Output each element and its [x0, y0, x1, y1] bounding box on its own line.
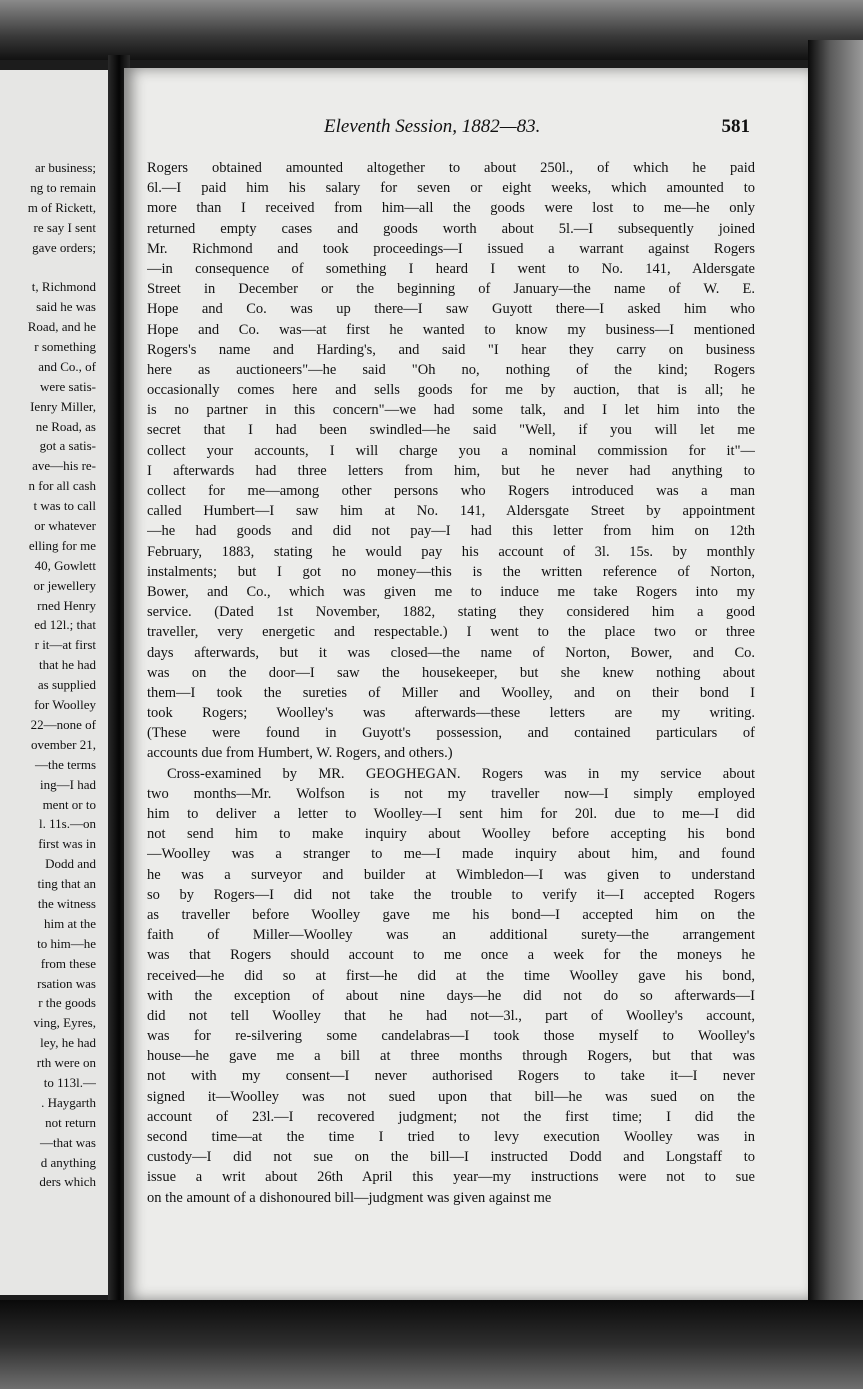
- previous-page-line: 40, Gowlett: [34, 557, 96, 573]
- text-line: not send him to make inquiry about Woolley before accepting his bond: [147, 826, 755, 843]
- microfilm-bottom-border: [0, 1300, 863, 1389]
- previous-page-line: ar business;: [34, 160, 96, 175]
- text-line: was on the door—I saw the housekeeper, but she knew nothing about: [147, 664, 755, 681]
- text-line: was for re-silvering some candelabras—I took those myself to Woolley's: [147, 1028, 755, 1045]
- text-line: signed it—Woolley was not sued upon that bill—he was sued on the: [147, 1088, 755, 1105]
- previous-page-line: ave—his re-: [32, 458, 96, 474]
- text-line: —in consequence of something I heard I went to No. 141, Aldersgate: [147, 260, 755, 277]
- text-line: I afterwards had three letters from him, but he never had anything to: [147, 462, 755, 479]
- previous-page-line: r it—at first: [34, 637, 96, 653]
- previous-page-line: as supplied: [37, 677, 96, 693]
- previous-page-line: ng to remain: [30, 179, 96, 195]
- previous-page-line: rth were on: [36, 1055, 96, 1071]
- text-line: them—I took the sureties of Miller and Woolley, and on their bond I: [147, 684, 755, 701]
- previous-page-line: rned Henry: [37, 597, 96, 613]
- previous-page-line: for Woolley: [34, 697, 96, 713]
- text-line: returned empty cases and goods worth about 5l.—I subsequently joined: [147, 220, 755, 237]
- previous-page-line: first was in: [38, 836, 96, 852]
- text-line: with the exception of about nine days—he did not do so afterwards—I: [147, 987, 755, 1004]
- previous-page-line: 22—none of: [30, 716, 96, 732]
- previous-page-line: the witness: [37, 895, 96, 911]
- previous-page-line: r something: [34, 339, 96, 355]
- previous-page-line: said he was: [36, 299, 96, 315]
- text-line: account of 23l.—I recovered judgment; not the first time; I did the: [147, 1108, 755, 1125]
- previous-page-line: Dodd and: [45, 856, 96, 872]
- text-line: collect your accounts, I will charge you a nominal commission for it"—: [147, 442, 755, 459]
- previous-page-line: gave orders;: [32, 239, 96, 255]
- previous-page-line: Ienry Miller,: [30, 398, 96, 414]
- text-line: so by Rogers—I did not take the trouble to verify it—I accepted Rogers: [147, 886, 755, 903]
- text-line: called Humbert—I saw him at No. 141, Aldersgate Street by appointment: [147, 503, 755, 520]
- text-line: (These were found in Guyott's possession, and contained particulars of: [147, 725, 755, 742]
- page-number: 581: [721, 116, 750, 137]
- previous-page-line: or whatever: [34, 518, 96, 534]
- previous-page-fragment: [0, 70, 110, 1295]
- microfilm-right-border: [808, 40, 863, 1389]
- previous-page-line: ving, Eyres,: [33, 1015, 96, 1031]
- text-line: —Woolley was a stranger to me—I made inquiry about him, and found: [147, 846, 755, 863]
- text-line: service. (Dated 1st November, 1882, stating they considered him a good: [147, 604, 755, 621]
- text-line: is no partner in this concern"—we had some talk, and I let him into the: [147, 402, 755, 419]
- microfilm-top-border: [0, 0, 863, 60]
- text-line: issue a writ about 26th April this year—my instructions were not to sue: [147, 1169, 755, 1186]
- text-line: occasionally comes here and sells goods for me by auction, that is all; he: [147, 382, 755, 399]
- previous-page-line: him at the: [44, 915, 96, 931]
- previous-page-line: ovember 21,: [31, 736, 96, 752]
- previous-page-line: ders which: [39, 1174, 96, 1190]
- previous-page-line: n for all cash: [28, 478, 96, 494]
- previous-page-line: from these: [40, 955, 96, 971]
- previous-page-line: or jewellery: [33, 577, 96, 593]
- text-line: collect for me—among other persons who Rogers introduced was a man: [147, 483, 755, 499]
- text-line: Bower, and Co., which was given me to induce me take Rogers into my: [147, 583, 755, 600]
- previous-page-line: l. 11s.—on: [39, 816, 96, 832]
- text-line: not with my consent—I never authorised Rogers to take it—I never: [147, 1068, 755, 1085]
- text-line: traveller, very energetic and respectable.) I went to the place two or three: [147, 624, 755, 641]
- previous-page-line: ing—I had: [40, 776, 96, 792]
- text-line: house—he gave me a bill at three months through Rogers, but that was: [147, 1048, 755, 1065]
- text-line: Cross-examined by MR. GEOGHEGAN. Rogers was in my service about: [167, 765, 755, 782]
- text-line: Hope and Co. was up there—I saw Guyott there—I asked him who: [147, 301, 755, 318]
- text-line: accounts due from Humbert, W. Rogers, and others.): [147, 745, 453, 762]
- text-line: was that Rogers should account to me once a week for the moneys he: [147, 947, 755, 964]
- text-line: second time—at the time I tried to levy execution Woolley was in: [147, 1129, 755, 1145]
- text-line: as traveller before Woolley gave me his bond—I accepted him on the: [147, 906, 755, 923]
- text-line: received—he did so at first—he did at the time Woolley gave his bond,: [147, 967, 755, 984]
- text-line: he was a surveyor and builder at Wimbledon—I was given to understand: [147, 866, 755, 883]
- previous-page-line: t, Richmond: [31, 279, 96, 295]
- previous-page-line: got a satis-: [39, 438, 96, 454]
- text-line: more than I received from him—all the goods were lost to me—he only: [147, 200, 755, 217]
- text-line: February, 1883, stating he would pay his account of 3l. 15s. by monthly: [147, 543, 755, 560]
- previous-page-line: —that was: [40, 1134, 96, 1150]
- text-line: —he had goods and did not pay—I had this letter from him on 12th: [147, 523, 755, 540]
- book-page: [124, 68, 808, 1300]
- text-line: Street in December or the beginning of January—the name of W. E.: [147, 281, 755, 298]
- previous-page-line: were satis-: [40, 378, 96, 394]
- previous-page-line: that he had: [38, 657, 96, 673]
- text-line: Mr. Richmond and took proceedings—I issued a warrant against Rogers: [147, 240, 755, 257]
- previous-page-line: . Haygarth: [41, 1094, 96, 1110]
- previous-page-line: ting that an: [37, 876, 96, 892]
- previous-page-line: r the goods: [38, 995, 96, 1011]
- previous-page-line: re say I sent: [33, 219, 96, 235]
- text-line: faith of Miller—Woolley was an additional surety—the arrangement: [147, 927, 755, 944]
- previous-page-line: elling for me: [28, 537, 96, 553]
- text-line: did not tell Woolley that he had not—3l., part of Woolley's account,: [147, 1007, 755, 1024]
- text-line: two months—Mr. Wolfson is not my traveller now—I simply employed: [147, 785, 755, 802]
- previous-page-line: ed 12l.; that: [34, 617, 96, 633]
- previous-page-line: m of Rickett,: [27, 199, 96, 215]
- previous-page-line: Road, and he: [27, 319, 96, 335]
- previous-page-line: rsation was: [37, 975, 96, 991]
- header-title: Eleventh Session, 1882—83.: [324, 116, 541, 137]
- text-line: Rogers obtained amounted altogether to about 250l., of which he paid: [147, 160, 755, 176]
- text-line: on the amount of a dishonoured bill—judgment was given against me: [147, 1189, 552, 1206]
- text-line: days afterwards, but it was closed—the name of Norton, Bower, and Co.: [147, 644, 755, 661]
- text-line: him to deliver a letter to Woolley—I sent him for 20l. due to me—I did: [147, 806, 755, 822]
- page-body-text: [147, 158, 755, 1208]
- text-line: instalments; but I got no money—this is the written reference of Norton,: [147, 563, 755, 580]
- previous-page-line: ment or to: [42, 796, 96, 812]
- previous-page-line: to 113l.—: [43, 1074, 96, 1090]
- previous-page-line: and Co., of: [38, 358, 96, 374]
- previous-page-line: to him—he: [37, 935, 96, 951]
- previous-page-line: d anything: [40, 1154, 96, 1170]
- previous-page-line: ne Road, as: [35, 418, 96, 434]
- text-line: custody—I did not sue on the bill—I instructed Dodd and Longstaff to: [147, 1149, 755, 1166]
- text-line: secret that I had been swindled—he said "Well, if you will let me: [147, 422, 755, 439]
- text-line: took Rogers; Woolley's was afterwards—these letters are my writing.: [147, 705, 755, 722]
- text-line: 6l.—I paid him his salary for seven or eight weeks, which amounted to: [147, 180, 755, 197]
- previous-page-line: not return: [45, 1114, 96, 1130]
- text-line: Hope and Co. was—at first he wanted to know my business—I mentioned: [147, 321, 755, 338]
- previous-page-text: [0, 158, 110, 1192]
- running-header: [124, 116, 808, 144]
- text-line: here as auctioneers"—he said "Oh no, nothing of the kind; Rogers: [147, 361, 755, 378]
- previous-page-line: ley, he had: [40, 1035, 96, 1051]
- text-line: Rogers's name and Harding's, and said "I hear they carry on business: [147, 341, 755, 358]
- previous-page-line: —the terms: [34, 756, 96, 772]
- previous-page-line: t was to call: [33, 498, 96, 514]
- previous-page-line: [0, 257, 96, 277]
